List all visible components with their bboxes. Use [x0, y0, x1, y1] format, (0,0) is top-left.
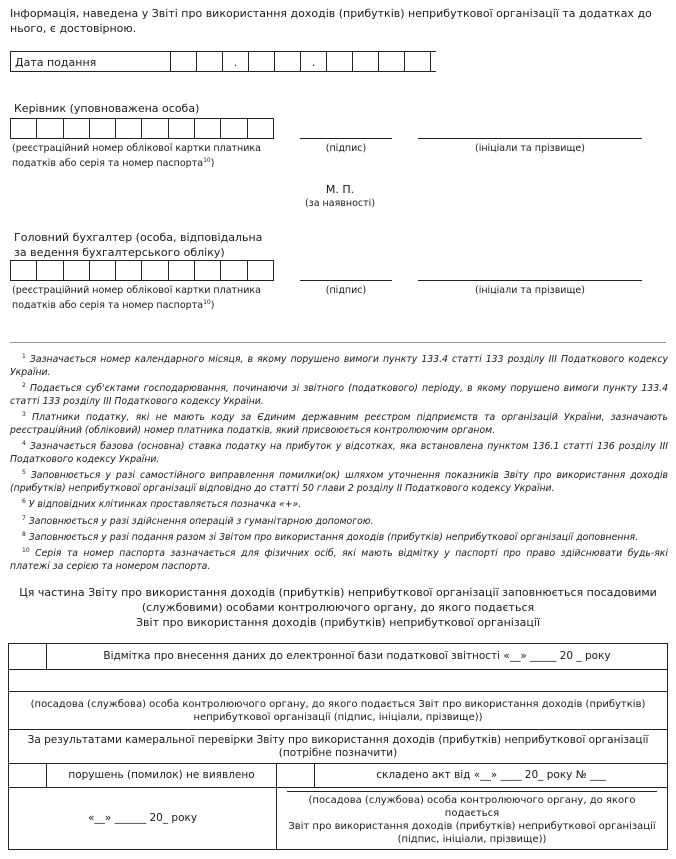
- date-separator: .: [223, 52, 249, 71]
- footnote: $^1$ Зазначається номер календарного місяця, в якому порушено вимоги пункту 133.4 статті 133 розділу III Податкового кодексу України.: [10, 353, 668, 379]
- manager-signature-caption: (підпис): [325, 143, 367, 154]
- footnote-divider: [10, 342, 666, 343]
- stamp-label: М. П.: [325, 183, 355, 196]
- accountant-name-line[interactable]: [418, 280, 642, 281]
- authority-table: [8, 643, 668, 850]
- date-cell[interactable]: [249, 52, 275, 71]
- footnote: $^6$ У відповідних клітинках проставляється позначка «+».: [22, 498, 302, 511]
- date-cell[interactable]: [405, 52, 431, 71]
- date-cell[interactable]: [327, 52, 353, 71]
- manager-name-line[interactable]: [418, 138, 642, 139]
- accountant-title: Головний бухгалтер (особа, відповідальна за ведення бухгалтерського обліку): [14, 231, 263, 259]
- accountant-name-caption: (ініціали та прізвище): [475, 285, 585, 296]
- accountant-id-caption: (реєстраційний номер облікової картки платника податків або серія та номер паспорта$^{10}$): [12, 285, 261, 312]
- manager-signature-line[interactable]: [300, 138, 392, 139]
- date-label: Дата подання: [11, 52, 171, 71]
- table-row-blank[interactable]: [9, 670, 668, 692]
- accountant-id-cells[interactable]: [10, 260, 274, 281]
- table-row-official: (посадова (службова) особа контролюючого органу, до якого подається Звіт про використання доходів (прибутків) неприбуткової організації (підпис, ініціали, прізвище)): [9, 692, 668, 730]
- date-row: [10, 51, 436, 72]
- date-cell[interactable]: [275, 52, 301, 71]
- footnote: $^4$ Зазначається базова (основна) ставка податку на прибуток у відсотках, яка встановлена пунктом 136.1 статті 136 розділу III Податкового кодексу України.: [10, 440, 668, 466]
- table-row-registration: Відмітка про внесення даних до електронної бази податкової звітності «__» _____ 20 _ року: [47, 644, 668, 670]
- table-cell: [9, 644, 47, 670]
- date-cell[interactable]: [353, 52, 379, 71]
- table-row-audit-result: За результатами камеральної перевірки Звіту про використання доходів (прибутків) неприбуткової організації (потрібне позначити): [9, 730, 668, 764]
- date-separator: .: [301, 52, 327, 71]
- footnote: $^2$ Подається суб'єктами господарювання, починаючи зі звітного (податкового) періоду, в якому порушено вимоги пункту 133.4 статті 133 розділу III Податкового кодексу України.: [10, 382, 668, 408]
- stamp-note: (за наявності): [304, 198, 376, 209]
- act-drawn-checkbox[interactable]: [277, 764, 315, 788]
- manager-id-cells[interactable]: [10, 118, 274, 139]
- authority-header: Ця частина Звіту про використання доходів (прибутків) неприбуткової організації заповнюється посадовими (службовими) особами контролюючого органу, до якого подається Звіт про використання доходів (прибутків) неприбуткової організації: [19, 586, 657, 629]
- footnotes: [10, 350, 668, 573]
- signing-date[interactable]: «__» ______ 20_ року: [9, 788, 277, 850]
- no-violations-checkbox[interactable]: [9, 764, 47, 788]
- footnote: $^{10}$ Серія та номер паспорта зазначається для фізичних осіб, які мають відмітку у паспорті про право здійснювати будь-які платежі за серією та номером паспорта.: [10, 546, 668, 572]
- manager-title: Керівник (уповноважена особа): [14, 102, 200, 115]
- manager-name-caption: (ініціали та прізвище): [475, 143, 585, 154]
- official-signature-block: (посадова (службова) особа контролюючого органу, до якого подається Звіт про використання доходів (прибутків) неприбуткової організації (підпис, ініціали, прізвище)): [277, 788, 668, 850]
- manager-id-caption: (реєстраційний номер облікової картки платника податків або серія та номер паспорта$^{10}$): [12, 143, 261, 170]
- date-cell[interactable]: [197, 52, 223, 71]
- date-cell[interactable]: [171, 52, 197, 71]
- official-signature-line[interactable]: [287, 791, 657, 792]
- act-drawn-label: складено акт від «__» ____ 20_ року № ___: [315, 764, 668, 788]
- no-violations-label: порушень (помилок) не виявлено: [47, 764, 277, 788]
- footnote: $^3$ Платники податку, які не мають коду за Єдиним державним реєстром підприємств та організацій України, зазначають реєстраційний (обліковий) номер платника податків, який присвоюється контролюючим органом.: [10, 411, 668, 437]
- footnote: $^7$ Заповнюється у разі здійснення операцій з гуманітарною допомогою.: [22, 514, 374, 527]
- footnote: $^5$ Заповнюється у разі самостійного виправлення помилки(ок) шляхом уточнення показників Звіту про використання доходів (прибутків) неприбуткової організації відповідно до статті 50 глави 2 розділу II Податкового кодексу України.: [10, 469, 668, 495]
- date-cell[interactable]: [379, 52, 405, 71]
- intro-text: Інформація, наведена у Звіті про використання доходів (прибутків) неприбуткової організації та додатках до нього, є достовірною.: [10, 7, 652, 35]
- accountant-signature-caption: (підпис): [325, 285, 367, 296]
- footnote: $^8$ Заповнюється у разі подання разом зі Звітом про використання доходів (прибутків) неприбуткової організації доповнення.: [22, 530, 639, 543]
- accountant-signature-line[interactable]: [300, 280, 392, 281]
